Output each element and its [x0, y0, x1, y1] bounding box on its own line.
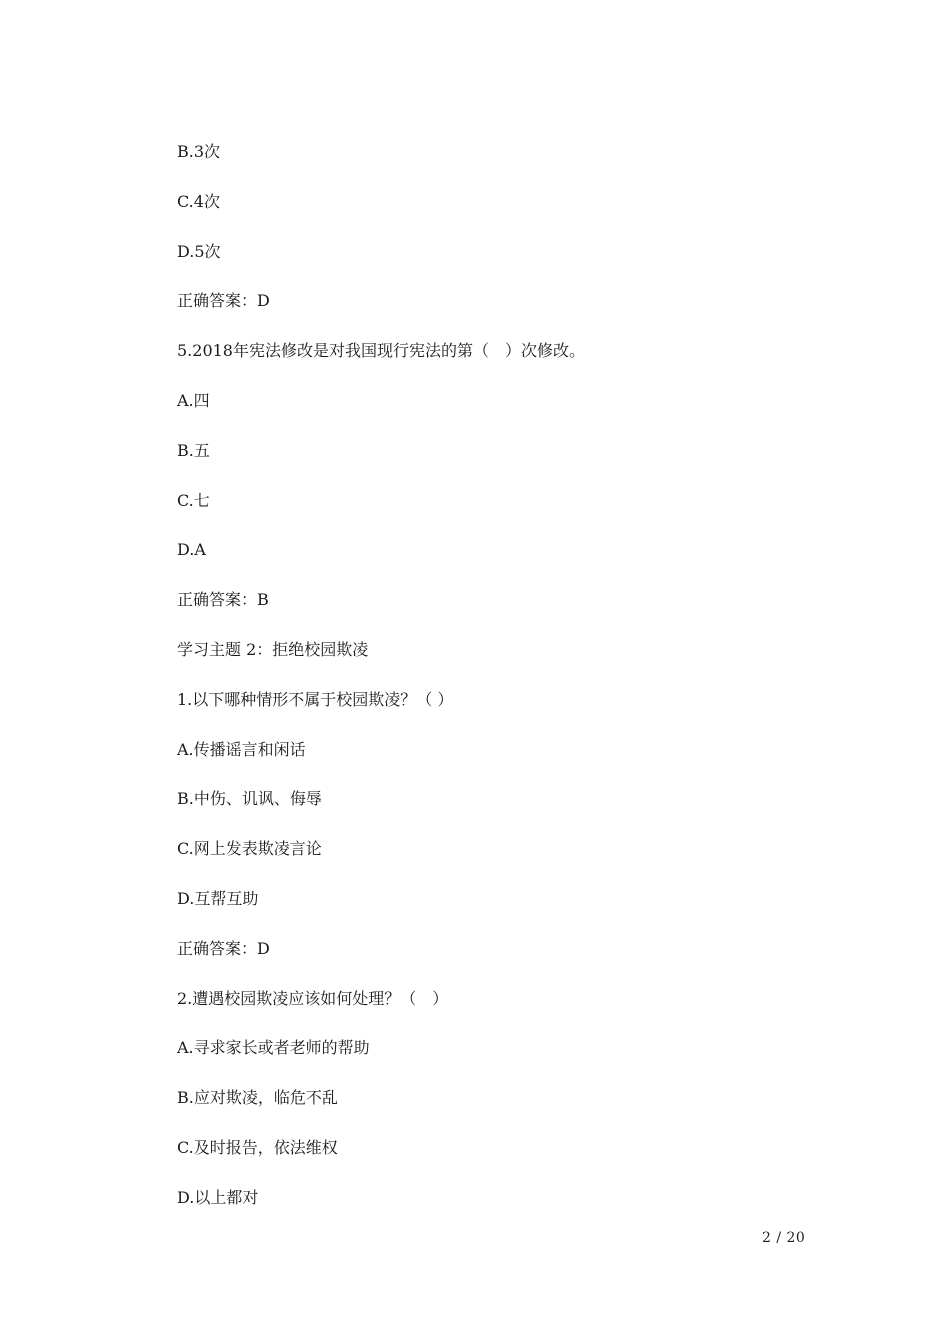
- option-d-q2: D.以上都对: [177, 1187, 259, 1207]
- option-a-q1: A.传播谣言和闲话: [177, 739, 306, 759]
- option-b-q5: B.五: [177, 440, 210, 460]
- question-2: 2.遭遇校园欺凌应该如何处理？（ ）: [177, 988, 449, 1008]
- question-5: 5.2018年宪法修改是对我国现行宪法的第（ ）次修改。: [177, 341, 585, 361]
- option-c-q5: C.七: [177, 490, 210, 510]
- section-heading: 学习主题 2：拒绝校园欺凌: [177, 639, 369, 659]
- page-number: 2 / 20: [762, 1230, 806, 1246]
- option-c-q4: C.4次: [177, 191, 220, 211]
- answer-q5: 正确答案：B: [177, 590, 269, 610]
- question-1: 1.以下哪种情形不属于校园欺凌？（ ）: [177, 689, 454, 709]
- option-b-q4: B.3次: [177, 142, 221, 161]
- option-d-q4: D.5次: [177, 241, 221, 261]
- option-a-q5: A.四: [177, 390, 210, 410]
- page-content: [177, 140, 857, 1236]
- option-d-q1: D.互帮互助: [177, 888, 259, 908]
- option-a-q2: A.寻求家长或者老师的帮助: [177, 1038, 370, 1058]
- answer-q1: 正确答案：D: [177, 938, 270, 958]
- option-b-q1: B.中伤、讥讽、侮辱: [177, 789, 322, 809]
- option-b-q2: B.应对欺凌，临危不乱: [177, 1088, 338, 1108]
- answer-q4: 正确答案：D: [177, 291, 270, 311]
- option-d-q5: D.A: [177, 540, 206, 560]
- option-c-q1: C.网上发表欺凌言论: [177, 839, 322, 859]
- option-c-q2: C.及时报告，依法维权: [177, 1137, 338, 1157]
